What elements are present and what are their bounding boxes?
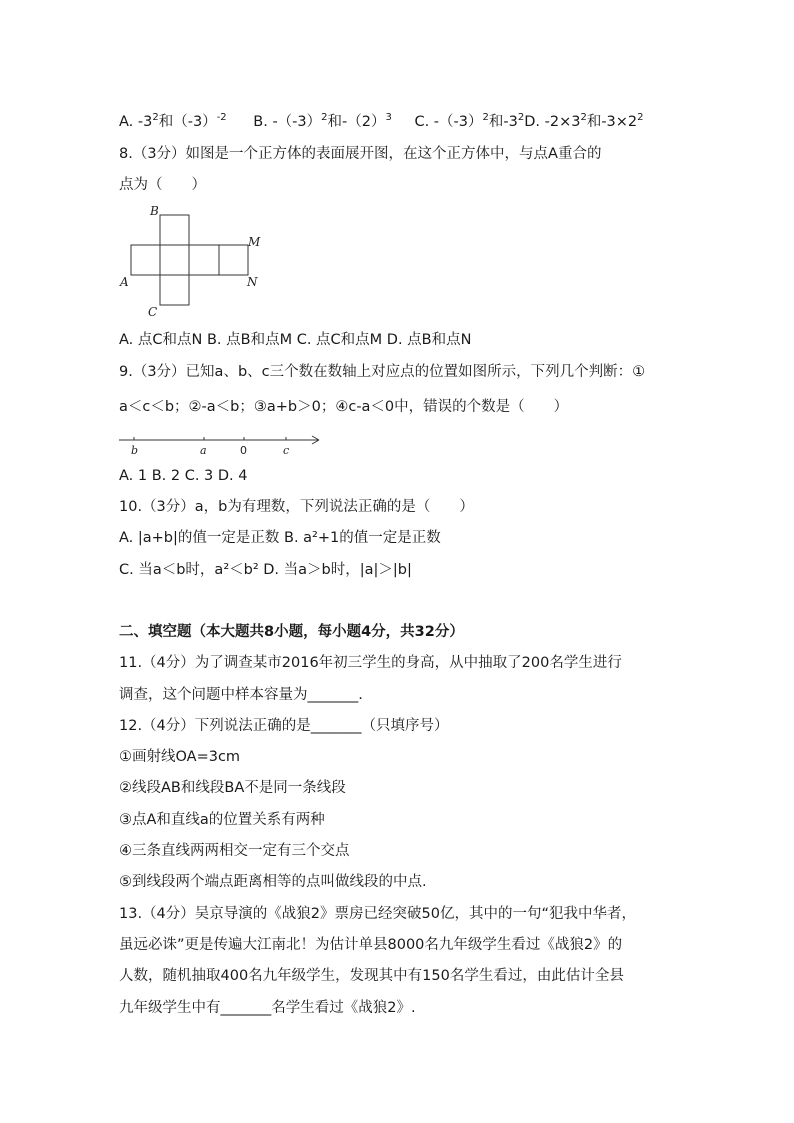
q12-item-4: ④三条直线两两相交一定有三个交点: [119, 843, 350, 859]
q9-options: A. 1 B. 2 C. 3 D. 4: [119, 468, 248, 484]
q8-options: A. 点C和点N B. 点B和点M C. 点C和点M D. 点B和点N: [119, 332, 472, 348]
q9-stem-line2: a＜c＜b；②-a＜b；③a+b＞0；④c-a＜0中，错误的个数是（ ）: [119, 399, 569, 415]
q12-item-2: ②线段AB和线段BA不是同一条线段: [119, 780, 346, 796]
q12-stem: 12.（4分）下列说法正确的是_______（只填序号）: [119, 718, 449, 734]
axis-label-zero: 0: [240, 444, 247, 457]
number-line-figure: [117, 428, 327, 460]
q7-options: [119, 108, 644, 132]
net-square-bottom: [160, 275, 189, 305]
label-B: B: [150, 204, 159, 218]
axis-label-c: c: [283, 444, 290, 457]
net-square-3: [189, 245, 219, 275]
q10-options-cd: C. 当a＜b时，a²＜b² D. 当a＞b时，|a|＞|b|: [119, 562, 412, 578]
q12-item-1: ①画射线OA=3cm: [119, 749, 241, 765]
net-square-1: [131, 245, 160, 275]
q13-line2: 虽远必诛”更是传遍大江南北！为估计单县8000名九年级学生看过《战狼2》的: [119, 937, 623, 953]
net-square-2: [160, 245, 189, 275]
q7-option-d: D. $-2\times 3^2$和$-3\times 2^2$: [524, 112, 644, 130]
label-M: M: [248, 235, 261, 249]
section-title: 二、填空题（本大题共8小题，每小题4分，共32分）: [119, 624, 464, 640]
axis-label-a: a: [200, 444, 207, 457]
q7-option-c: C. $-(-3)^2$和$-3^2$: [414, 112, 525, 130]
q12-item-3: ③点A和直线a的位置关系有两种: [119, 812, 325, 828]
q10-stem: 10.（3分）a，b为有理数，下列说法正确的是（ ）: [119, 499, 474, 515]
net-square-4: [219, 245, 248, 275]
q8-stem-line2: 点为（ ）: [119, 177, 206, 193]
q9-stem-line1: 9.（3分）已知a、b、c三个数在数轴上对应点的位置如图所示，下列几个判断：①: [119, 364, 646, 380]
q10-options-ab: A. |a+b|的值一定是正数 B. a²+1的值一定是正数: [119, 530, 441, 546]
q8-stem-line1: 8.（3分）如图是一个正方体的表面展开图，在这个正方体中，与点A重合的: [119, 146, 602, 162]
q7-option-b: B. $-(-3)^2$和$-(2)^3$: [253, 112, 392, 130]
label-C: C: [148, 305, 158, 318]
cube-net-figure: [117, 203, 267, 318]
label-N: N: [247, 275, 258, 289]
q11-line2: 调查，这个问题中样本容量为_______.: [119, 687, 363, 703]
q13-line1: 13.（4分）吴京导演的《战狼2》票房已经突破50亿，其中的一句“犯我中华者，: [119, 906, 636, 922]
net-square-top: [160, 215, 189, 245]
q11-line1: 11.（4分）为了调查某市2016年初三学生的身高，从中抽取了200名学生进行: [119, 655, 622, 671]
q13-line4: 九年级学生中有_______名学生看过《战狼2》.: [119, 1000, 416, 1016]
q12-item-5: ⑤到线段两个端点距离相等的点叫做线段的中点.: [119, 874, 427, 890]
q13-line3: 人数，随机抽取400名九年级学生，发现其中有150名学生看过，由此估计全县: [119, 968, 624, 984]
axis-label-b: b: [131, 444, 139, 457]
label-A: A: [120, 275, 129, 289]
q7-option-a: A. $-3^2$和$(-3)^{-2}$: [119, 112, 227, 130]
